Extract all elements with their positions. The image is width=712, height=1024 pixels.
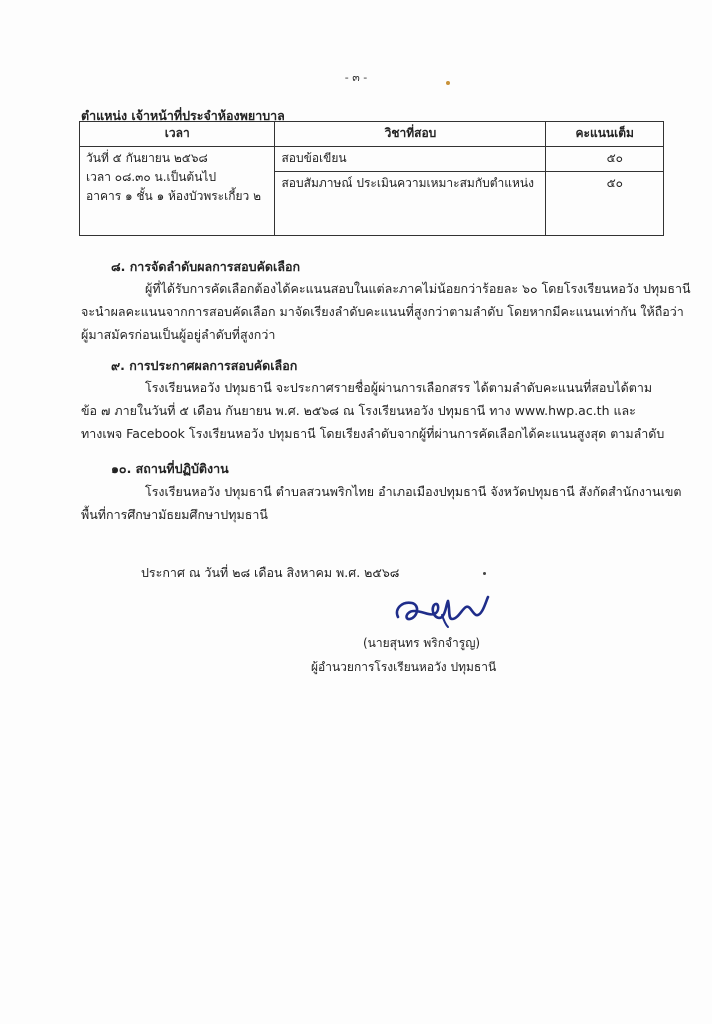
signer-name: (นายสุนทร พริกจำรูญ) [363, 636, 481, 650]
subject-cell: สอบสัมภาษณ์ ประเมินความเหมาะสมกับตำแหน่ง [275, 171, 546, 235]
paragraph-line: โรงเรียนหอวัง ปทุมธานี จะประกาศรายชื่อผู้ผ่านการเลือกสรร ได้ตามลำดับคะแนนที่สอบได้ตาม [145, 380, 653, 395]
table-row [80, 147, 664, 172]
score-cell: ๕๐ [546, 147, 664, 172]
page-number: - ๓ - [344, 71, 368, 84]
score-cell: ๕๐ [546, 171, 664, 235]
subject-cell: สอบข้อเขียน [275, 147, 546, 172]
section-heading: ๑๐. สถานที่ปฏิบัติงาน [111, 461, 229, 476]
paragraph-line: ข้อ ๗ ภายในวันที่ ๕ เดือน กันยายน พ.ศ. ๒๕๖๘ ณ โรงเรียนหอวัง ปทุมธานี ทาง www.hwp.ac.th และ [81, 403, 636, 418]
ink-speck [483, 572, 486, 575]
section-heading: ๘. การจัดลำดับผลการสอบคัดเลือก [111, 259, 301, 274]
paragraph-line: จะนำผลคะแนนจากการสอบคัดเลือก มาจัดเรียงลำดับคะแนนที่สูงกว่าตามลำดับ โดยหากมีคะแนนเท่ากัน ให้ถือว่า [81, 304, 684, 319]
paragraph-line: ผู้ที่ได้รับการคัดเลือกต้องได้คะแนนสอบในแต่ละภาคไม่น้อยกว่าร้อยละ ๖๐ โดยโรงเรียนหอวัง ปทุมธานี [145, 281, 691, 296]
page-mark [446, 81, 450, 85]
exam-schedule-table [79, 121, 664, 236]
signature-image [390, 587, 540, 633]
announcement-date: ประกาศ ณ วันที่ ๒๘ เดือน สิงหาคม พ.ศ. ๒๕๖๘ [141, 565, 400, 580]
paragraph-line: พื้นที่การศึกษามัธยมศึกษาปทุมธานี [81, 507, 268, 522]
position-title: ตำแหน่ง เจ้าหน้าที่ประจำห้องพยาบาล [81, 108, 285, 123]
time-cell [80, 147, 275, 236]
table-header-row [80, 122, 664, 147]
time-line: อาคาร ๑ ชั้น ๑ ห้องบัวพระเกี้ยว ๒ [86, 189, 261, 203]
header-score: คะแนนเต็ม [546, 122, 664, 147]
header-subject: วิชาที่สอบ [275, 122, 546, 147]
signer-title: ผู้อำนวยการโรงเรียนหอวัง ปทุมธานี [311, 660, 497, 674]
section-heading: ๙. การประกาศผลการสอบคัดเลือก [111, 358, 298, 373]
time-line: เวลา ๐๘.๓๐ น.เป็นต้นไป [86, 170, 217, 184]
header-time: เวลา [80, 122, 275, 147]
time-line: วันที่ ๕ กันยายน ๒๕๖๘ [86, 151, 208, 165]
paragraph-line: ผู้มาสมัครก่อนเป็นผู้อยู่ลำดับที่สูงกว่า [81, 327, 276, 342]
paragraph-line: โรงเรียนหอวัง ปทุมธานี ตำบลสวนพริกไทย อำเภอเมืองปทุมธานี จังหวัดปทุมธานี สังกัดสำนักงานเขต [145, 484, 682, 499]
paragraph-line: ทางเพจ Facebook โรงเรียนหอวัง ปทุมธานี โดยเรียงลำดับจากผู้ที่ผ่านการคัดเลือกได้คะแนนสูงสุด ตามลำดับ [81, 426, 665, 441]
